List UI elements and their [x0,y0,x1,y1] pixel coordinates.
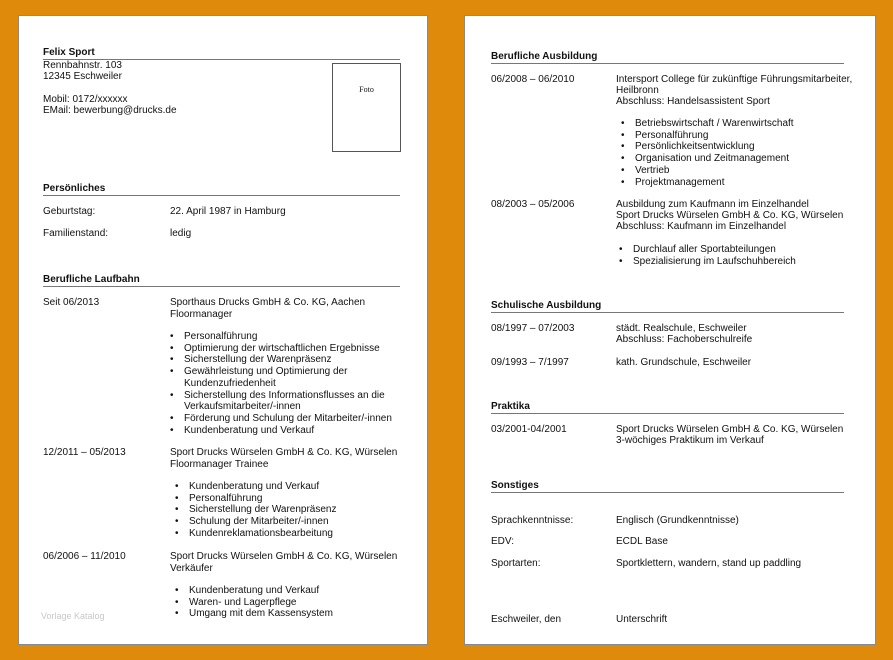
cv-page-right [464,15,876,645]
section-title-career: Berufliche Laufbahn [43,274,140,285]
list-item: • Gewährleistung und Optimierung der Kundenzufriedenheit [170,366,384,389]
section-divider [491,413,844,414]
school-detail: kath. Grundschule, Eschweiler [616,357,752,368]
school-detail: Abschluss: Fachoberschulreife [616,334,753,345]
list-item: • Spezialisierung im Laufschuhbereich [619,256,839,268]
address-city: 12345 Eschweiler [43,71,122,82]
training-topics-list [619,244,839,267]
internship-detail: Sport Drucks Würselen GmbH & Co. KG, Würselen [616,424,844,435]
section-title-personal: Persönliches [43,183,106,194]
internship-detail: 3-wöchiges Praktikum im Verkauf [616,435,764,446]
misc-label: Sprachkenntnisse: [491,515,574,526]
contact-email: EMail: bewerbung@drucks.de [43,105,177,116]
section-title-internships: Praktika [491,401,530,412]
training-detail: Heilbronn [616,85,659,96]
list-item: • Persönlichkeitsentwicklung [621,141,841,153]
section-title-misc: Sonstiges [491,480,539,491]
list-item: • Betriebswirtschaft / Warenwirtschaft [621,118,841,130]
misc-value: Sportklettern, wandern, stand up paddling [616,558,802,569]
list-item: • Optimierung der wirtschaftlichen Ergebnisse [170,343,410,355]
career-position: Verkäufer [170,563,213,574]
misc-value: ECDL Base [616,536,668,547]
list-item: • Personalführung [175,493,405,505]
personal-value: ledig [170,228,192,239]
list-item: • Personalführung [621,130,841,142]
career-tasks-list [170,331,410,436]
career-date: 06/2006 – 11/2010 [43,551,126,562]
section-divider [491,492,844,493]
list-item: • Organisation und Zeitmanagement [621,153,841,165]
training-detail: Intersport College für zukünftige Führungsmitarbeiter, [616,74,853,85]
career-date: Seit 06/2013 [43,297,100,308]
internship-date: 03/2001-04/2001 [491,424,567,435]
training-date: 08/2003 – 05/2006 [491,199,575,210]
personal-label: Geburtstag: [43,206,96,217]
photo-label: Foto [359,85,374,94]
list-item: • Förderung und Schulung der Mitarbeiter/-innen [170,413,410,425]
misc-value: Englisch (Grundkenntnisse) [616,515,739,526]
section-divider [43,286,400,287]
list-item: • Projektmanagement [621,177,841,189]
career-employer: Sporthaus Drucks GmbH & Co. KG, Aachen [170,297,366,308]
cv-page-left [18,15,428,645]
list-item: • Kundenberatung und Verkauf [175,585,405,597]
list-item: • Personalführung [170,331,410,343]
list-item: • Vertrieb [621,165,841,177]
training-detail: Sport Drucks Würselen GmbH & Co. KG, Würselen [616,210,844,221]
training-detail: Abschluss: Handelsassistent Sport [616,96,770,107]
section-title-training: Berufliche Ausbildung [491,51,598,62]
personal-label: Familienstand: [43,228,109,239]
career-employer: Sport Drucks Würselen GmbH & Co. KG, Würselen [170,551,398,562]
list-item: • Umgang mit dem Kassensystem [175,608,405,620]
watermark-text: Vorlage Katalog [41,611,105,621]
list-item: • Durchlauf aller Sportabteilungen [619,244,839,256]
school-date: 08/1997 – 07/2003 [491,323,575,334]
section-divider [491,63,844,64]
school-date: 09/1993 – 7/1997 [491,357,569,368]
signature-label: Unterschrift [616,614,668,625]
address-street: Rennbahnstr. 103 [43,60,122,71]
career-tasks-list [175,585,405,620]
training-detail: Abschluss: Kaufmann im Einzelhandel [616,221,787,232]
list-item: • Kundenberatung und Verkauf [175,481,405,493]
school-detail: städt. Realschule, Eschweiler [616,323,747,334]
signature-place: Eschweiler, den [491,614,562,625]
section-title-school: Schulische Ausbildung [491,300,602,311]
list-item: • Waren- und Lagerpflege [175,597,405,609]
career-position: Floormanager Trainee [170,459,269,470]
training-date: 06/2008 – 06/2010 [491,74,575,85]
training-detail: Ausbildung zum Kaufmann im Einzelhandel [616,199,809,210]
list-item: • Sicherstellung der Warenpräsenz [170,354,410,366]
career-employer: Sport Drucks Würselen GmbH & Co. KG, Würselen [170,447,398,458]
career-date: 12/2011 – 05/2013 [43,447,126,458]
list-item: • Sicherstellung des Informationsflusses an die Verkaufsmitarbeiter/-innen [170,390,399,413]
personal-value: 22. April 1987 in Hamburg [170,206,286,217]
photo-placeholder [332,63,401,152]
career-position: Floormanager [170,309,233,320]
misc-label: EDV: [491,536,514,547]
training-topics-list [621,118,841,188]
list-item: • Schulung der Mitarbeiter/-innen [175,516,405,528]
section-divider [43,195,400,196]
contact-mobile: Mobil: 0172/xxxxxx [43,94,128,105]
applicant-name: Felix Sport [43,47,95,58]
list-item: • Kundenberatung und Verkauf [170,425,410,437]
section-divider [491,312,844,313]
career-tasks-list [175,481,405,540]
misc-label: Sportarten: [491,558,541,569]
list-item: • Sicherstellung der Warenpräsenz [175,504,405,516]
list-item: • Kundenreklamationsbearbeitung [175,528,405,540]
